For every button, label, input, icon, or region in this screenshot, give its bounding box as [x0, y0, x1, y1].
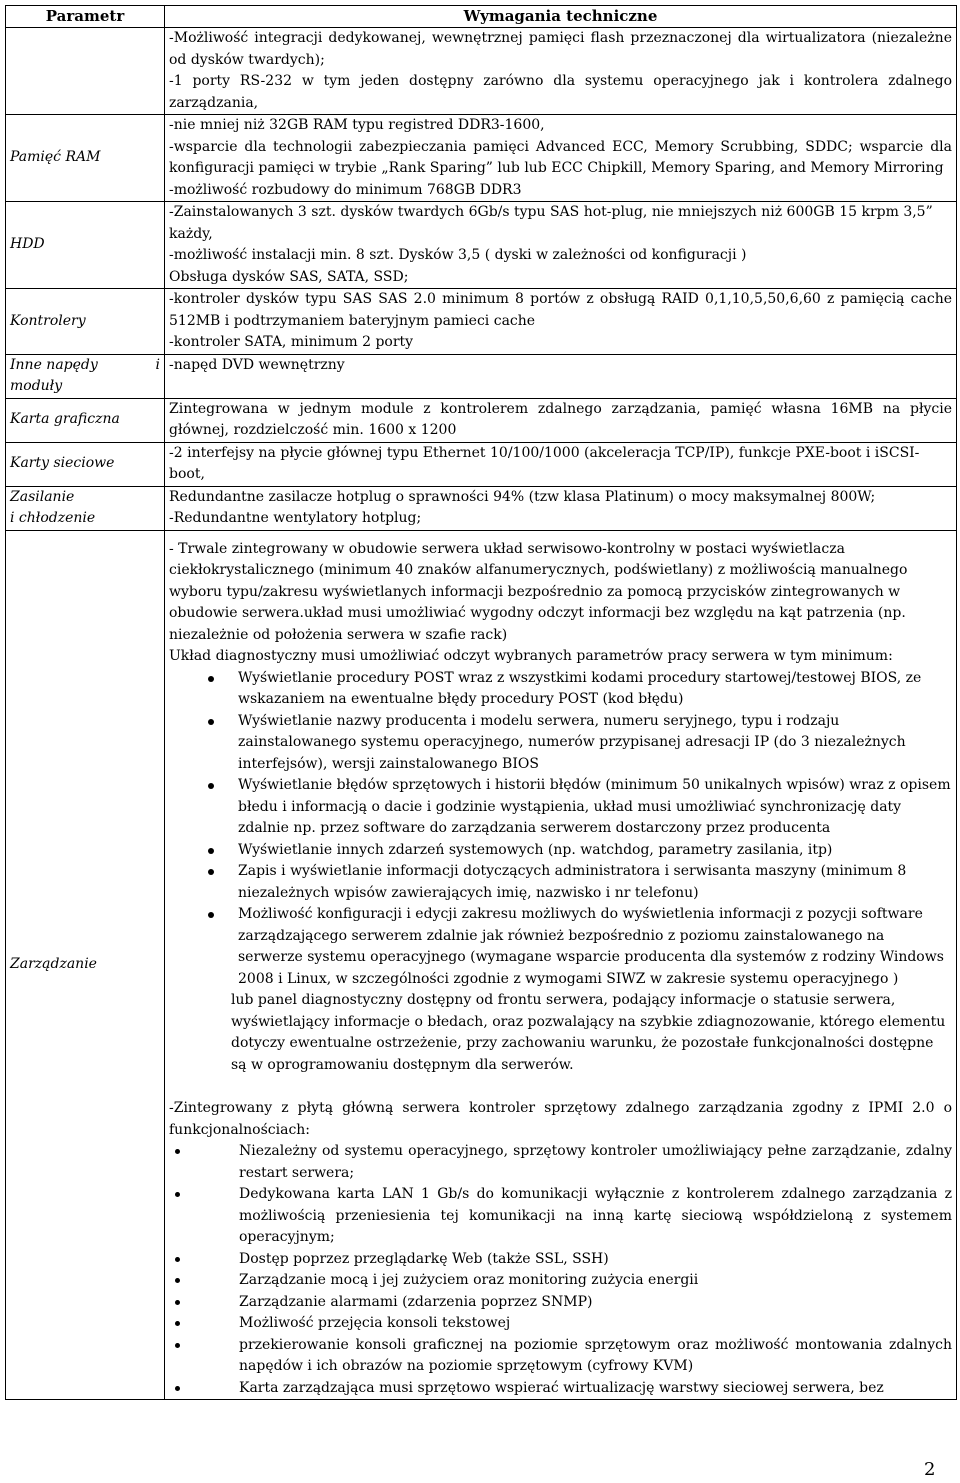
mgmt-p2: Układ diagnostyczny musi umożliwiać odczyt wybranych parametrów pracy serwera w tym minimum: [169, 648, 893, 664]
req-line: Obsługa dysków SAS, SATA, SSD; [169, 268, 409, 285]
param-other-b: i [155, 356, 160, 373]
req-line: -nie mniej niż 32GB RAM typu registred DDR3-1600, [169, 117, 545, 133]
req-power [165, 486, 957, 530]
header-req: Wymagania techniczne [165, 6, 957, 28]
list-item [169, 1249, 952, 1271]
table-row-ram [6, 115, 957, 202]
list-item [169, 1184, 952, 1249]
req-ctrl [165, 289, 957, 355]
list-item [169, 1141, 952, 1184]
intro-param-cell [6, 28, 165, 115]
param-mgmt: Zarządzanie [6, 530, 165, 1400]
req-ram [165, 115, 957, 202]
table-row-mgmt [6, 530, 957, 1400]
intro-req-cell [165, 28, 957, 115]
req-net [165, 442, 957, 486]
req-line: -możliwość rozbudowy do minimum 768GB DDR3 [169, 181, 522, 198]
list-item-text: Niezależny od systemu operacyjnego, sprzętowy kontroler umożliwiający pełne zarządzanie, zdalny restart serwera; [239, 1143, 952, 1181]
list-item [169, 1335, 952, 1378]
page-number: 2 [924, 1459, 936, 1480]
table-row-ctrl [6, 289, 957, 355]
req-hdd [165, 202, 957, 289]
param-power-b: i chłodzenie [10, 510, 96, 526]
req-line: -napęd DVD wewnętrzny [169, 356, 345, 373]
list-item-text: Możliwość przejęcia konsoli tekstowej [239, 1315, 511, 1331]
list-item [169, 1378, 952, 1400]
param-other-a: Inne napędy [10, 356, 98, 373]
intro-line: -Możliwość integracji dedykowanej, wewnętrznej pamięci flash przeznaczonej dla wirtualizatora (niezależne od dysków twardych); [169, 30, 952, 68]
table-row-power [6, 486, 957, 530]
list-item-text: Dedykowana karta LAN 1 Gb/s do komunikacji wyłącznie z kontrolerem zdalnego zarządzania z możliwością przeniesienia tej komunikacji na inną kartę sieciową współdzieloną z systemem operacyjnym; [239, 1186, 952, 1245]
req-line: -kontroler dysków typu SAS SAS 2.0 minimum 8 portów z obsługą RAID 0,1,10,5,50,6,60 z pamięcią cache 512MB i podtrzymaniem bateryjnym pamieci cache [169, 291, 952, 329]
req-line: -2 interfejsy na płycie głównej typu Ethernet 10/100/1000 (akceleracja TCP/IP), funkcje PXE-boot i iSCSI-boot, [169, 444, 920, 482]
req-line: -kontroler SATA, minimum 2 porty [169, 334, 414, 350]
param-power-a: Zasilanie [10, 488, 75, 505]
header-param: Parametr [6, 6, 165, 28]
header-row [6, 6, 957, 28]
list-item: Wyświetlanie innych zdarzeń systemowych (np. watchdog, parametry zasilania, itp) [169, 840, 952, 862]
table-row-other [6, 354, 957, 398]
req-line: -wsparcie dla technologii zabezpieczania pamięci Advanced ECC, Memory Scrubbing, SDDC; wsparcie dla konfiguracji pamięci w trybie „Rank Sparing” lub lub ECC Chipkill, Memory Sparing, and Memory Mirroring [169, 138, 952, 176]
list-item-text: Zarządzanie mocą i jej zużyciem oraz monitoring zużycia energii [239, 1272, 699, 1288]
req-line: Redundantne zasilacze hotplug o sprawności 94% (tzw klasa Platinum) o mocy maksymalnej 800W; [169, 488, 876, 505]
table-row-intro [6, 28, 957, 115]
list-item: Możliwość konfiguracji i edycji zakresu możliwych do wyświetlenia informacji z pozycji software zarządzającego serwerem zdalnie jak również bezpośrednio z poziomu zainstalowanego na serwerze systemu operacyjnego (wymagane wsparcie producenta dla systemów z rodziny Windows 2008 i Linux, w szczególności zgodnie z wymogami SIWZ w zakresie systemu operacyjnego ) [169, 904, 952, 990]
list-item: Wyświetlanie błędów sprzętowych i historii błędów (minimum 50 unikalnych wpisów) wraz z opisem błedu i informacją o dacie i godzinie wystąpienia, układ musi umożliwiać synchronizację daty zdalnie np. przez software do zarządzania serwerem dostarczony przez producenta [169, 775, 952, 840]
spec-table [5, 5, 957, 1400]
list-item [169, 1313, 952, 1335]
req-line: -Zainstalowanych 3 szt. dysków twardych 6Gb/s typu SAS hot-plug, nie mniejszych niż 600GB 15 krpm 3,5” każdy, [169, 204, 933, 242]
list-item [169, 1270, 952, 1292]
param-ctrl: Kontrolery [6, 289, 165, 355]
param-other-c: moduły [10, 378, 63, 394]
mgmt-p3: lub panel diagnostyczny dostępny od frontu serwera, podający informacje o statusie serwera, wyświetlający informacje o błedach, oraz pozwalający na szybkie zdiagnozowanie, którego elementu dotyczy ewentualne ostrzeżenie, przy zachowaniu warunku, że pozostałe funkcjonalności dostępne są w oprogramowaniu dostępnym dla serwerów. [231, 992, 946, 1073]
req-line: -możliwość instalacji min. 8 szt. Dysków 3,5 ( dyski w zależności od konfiguracji ) [169, 247, 747, 263]
param-hdd: HDD [6, 202, 165, 289]
list-item: Wyświetlanie nazwy producenta i modelu serwera, numeru seryjnego, typu i rodzaju zainstalowanego systemu operacyjnego, numerów przypisanej adresacji IP (do 3 niezależnych interfejsów), wersji zainstalowanego BIOS [169, 711, 952, 776]
param-other [6, 354, 165, 398]
req-gpu [165, 398, 957, 442]
mgmt-p1: - Trwale zintegrowany w obudowie serwera układ serwisowo-kontrolny w postaci wyświetlacza ciekłokrystalicznego (minimum 40 znaków alfanumerycznych, podświetlany) z możliwością manualnego wyboru typu/zakresu wyświetlanych informacji bezpośrednio za pomocą przycisków zintegrowanych w obudowie serwera.układ musi umożliwiać wygodny odczyt informacji bez względu na kąt patrzenia (np. niezależnie od położenia serwera w szafie rack) [169, 540, 908, 643]
req-other [165, 354, 957, 398]
table-row-hdd [6, 202, 957, 289]
list-item-text: Zarządzanie alarmami (zdarzenia poprzez SNMP) [239, 1293, 593, 1310]
req-line: -Redundantne wentylatory hotplug; [169, 510, 422, 526]
list-item-text: przekierowanie konsoli graficznej na poziomie sprzętowym oraz możliwość montowania zdalnych napędów i ich obrazów na poziomie sprzętowym (cyfrowy KVM) [239, 1336, 952, 1374]
req-line: Zintegrowana w jednym module z kontrolerem zdalnego zarządzania, pamięć własna 16MB na płycie głównej, rozdzielczość min. 1600 x 1200 [169, 400, 952, 438]
list-item [169, 1292, 952, 1314]
table-row-gpu [6, 398, 957, 442]
param-power [6, 486, 165, 530]
intro-line: -1 porty RS-232 w tym jeden dostępny zarówno dla systemu operacyjnego jak i kontrolera zdalnego zarządzania, [169, 73, 952, 111]
list-item-text: Karta zarządzająca musi sprzętowo wspierać wirtualizację warstwy sieciowej serwera, bez [239, 1379, 884, 1396]
table-row-net [6, 442, 957, 486]
req-mgmt [165, 530, 957, 1400]
list-item: Zapis i wyświetlanie informacji dotyczących administratora i serwisanta maszyny (minimum 8 niezależnych wpisów zawierających imię, nazwisko i nr telefonu) [169, 861, 952, 904]
mgmt-p4: -Zintegrowany z płytą główną serwera kontroler sprzętowy zdalnego zarządzania zgodny z IPMI 2.0 o funkcjonalnościach: [169, 1100, 952, 1138]
param-other-line1 [10, 355, 160, 377]
list-item-text: Dostęp poprzez przeglądarkę Web (także SSL, SSH) [239, 1250, 609, 1267]
list-item: Wyświetlanie procedury POST wraz z wszystkimi kodami procedury startowej/testowej BIOS, ze wskazaniem na ewentualne błędy procedury POST (kod błędu) [169, 668, 952, 711]
param-gpu: Karta graficzna [6, 398, 165, 442]
param-net: Karty sieciowe [6, 442, 165, 486]
param-ram: Pamięć RAM [6, 115, 165, 202]
